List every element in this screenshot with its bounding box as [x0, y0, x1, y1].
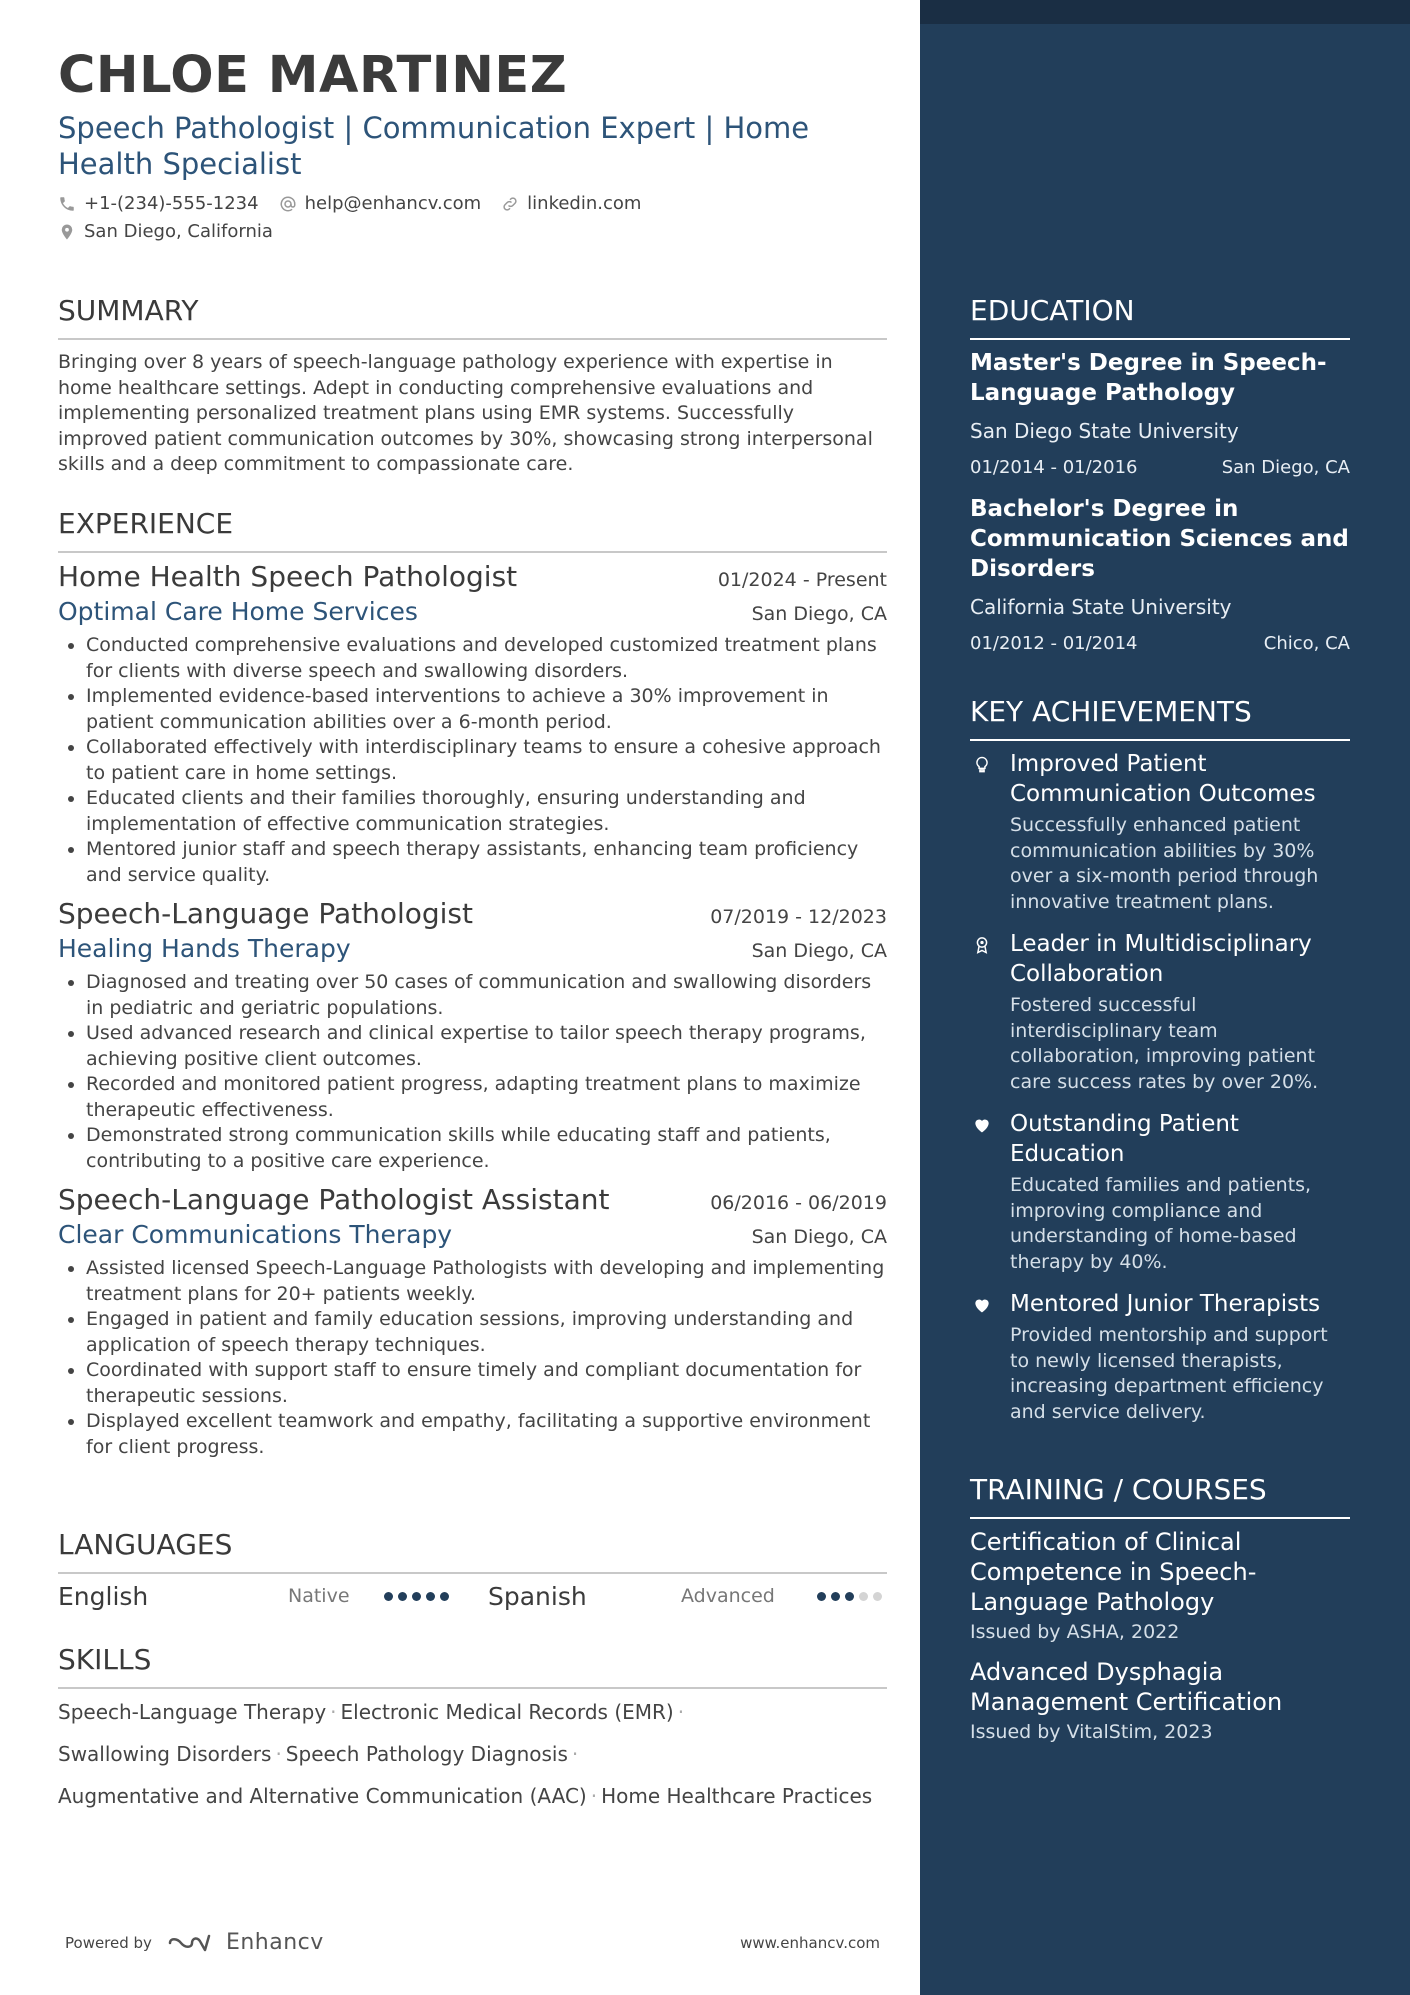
enhancv-logo-icon [166, 1931, 212, 1955]
language-rating [384, 1592, 449, 1601]
achievement-title: Mentored Junior Therapists [1010, 1291, 1321, 1317]
degree: Bachelor's Degree in Communication Sciences and Disorders [970, 496, 1349, 582]
rating-dot [817, 1592, 826, 1601]
rating-dot [831, 1592, 840, 1601]
bullet: • Used advanced research and clinical expertise to tailor speech therapy programs, achieving positive client outcomes. [86, 1021, 887, 1072]
edu-location: Chico, CA [1263, 633, 1350, 654]
skill-tag: Electronic Medical Records (EMR) [340, 1700, 674, 1724]
education-item [970, 494, 1350, 658]
job-bullets [58, 970, 887, 1174]
achievement-item [970, 749, 1350, 915]
experience-section [58, 507, 887, 1460]
job-bullets [58, 633, 887, 888]
job-location: San Diego, CA [751, 940, 887, 962]
job-company: Clear Communications Therapy [58, 1220, 453, 1249]
sidebar-top-bar [920, 0, 1410, 24]
bullet: • Assisted licensed Speech-Language Pathologists with developing and implementing treatment plans for 20+ patients weekly. [86, 1256, 887, 1307]
school: California State University [970, 595, 1232, 619]
language-name: English [58, 1581, 149, 1611]
lightbulb-icon [972, 755, 992, 775]
heart-icon [972, 1295, 992, 1315]
language-item [58, 1582, 488, 1611]
phone-icon [58, 195, 76, 213]
heart-icon [972, 1115, 992, 1135]
languages-section [58, 1528, 887, 1616]
achievements-section [970, 695, 1350, 1425]
course-title: Advanced Dysphagia Management Certification [970, 1658, 1283, 1716]
skill-tag: Speech-Language Therapy [58, 1700, 327, 1724]
achievement-desc: Fostered successful interdisciplinary team collaboration, improving patient care success rates by over 20%. [1010, 994, 1319, 1093]
rating-dot [859, 1592, 868, 1601]
bullet: • Displayed excellent teamwork and empathy, facilitating a supportive environment for client progress. [86, 1409, 887, 1460]
course-item [970, 1657, 1350, 1747]
achievement-desc: Educated families and patients, improving compliance and understanding of home-based therapy by 40%. [1010, 1174, 1312, 1273]
job-bullets [58, 1256, 887, 1460]
job-title: Speech-Language Pathologist Assistant [58, 1183, 610, 1216]
rating-dot [412, 1592, 421, 1601]
bullet: • Implemented evidence-based interventions to achieve a 30% improvement in patient communication abilities over a 6-month period. [86, 684, 887, 735]
achievement-title: Leader in Multidisciplinary Collaboration [1010, 931, 1312, 987]
rating-dot [845, 1592, 854, 1601]
link-icon [501, 195, 519, 213]
course-item [970, 1527, 1350, 1647]
course-issuer: Issued by ASHA, 2022 [970, 1621, 1180, 1643]
edu-dates: 01/2012 - 01/2014 [970, 633, 1138, 654]
education-section [970, 294, 1350, 658]
degree: Master's Degree in Speech-Language Pathology [970, 350, 1327, 406]
education-item [970, 348, 1350, 482]
achievement-title: Improved Patient Communication Outcomes [1010, 751, 1316, 807]
course-title: Certification of Clinical Competence in Speech-Language Pathology [970, 1528, 1257, 1616]
achievement-item [970, 1109, 1350, 1275]
training-section [970, 1473, 1350, 1747]
location [58, 218, 887, 246]
job-dates: 01/2024 - Present [717, 569, 887, 591]
bullet: • Collaborated effectively with interdisciplinary teams to ensure a cohesive approach to patient care in home settings. [86, 735, 887, 786]
language-level: Native [288, 1585, 350, 1607]
achievement-desc: Successfully enhanced patient communication abilities by 30% over a six-month period through innovative treatment plans. [1010, 814, 1319, 913]
education-heading: EDUCATION [970, 294, 1350, 340]
rating-dot [384, 1592, 393, 1601]
award-icon [972, 935, 992, 955]
skill-tag: Augmentative and Alternative Communication (AAC) [58, 1784, 587, 1808]
skills-heading: SKILLS [58, 1643, 887, 1689]
job-title: Home Health Speech Pathologist [58, 560, 518, 593]
bullet: • Demonstrated strong communication skills while educating staff and patients, contributing to a positive care experience. [86, 1123, 887, 1174]
language-name: Spanish [488, 1581, 587, 1611]
job-entry [58, 1182, 887, 1460]
job-location: San Diego, CA [751, 603, 887, 625]
bullet: • Diagnosed and treating over 50 cases of communication and swallowing disorders in pediatric and geriatric populations. [86, 970, 887, 1021]
languages-heading: LANGUAGES [58, 1528, 887, 1574]
bullet: • Mentored junior staff and speech therapy assistants, enhancing team proficiency and service quality. [86, 837, 887, 888]
experience-heading: EXPERIENCE [58, 507, 887, 553]
rating-dot [398, 1592, 407, 1601]
location-pin-icon [58, 223, 76, 241]
training-heading: TRAINING / COURSES [970, 1473, 1350, 1519]
candidate-title: Speech Pathologist | Communication Expert | Home Health Specialist [58, 111, 810, 181]
skill-tag: Swallowing Disorders [58, 1742, 272, 1766]
job-dates: 06/2016 - 06/2019 [710, 1192, 887, 1214]
rating-dot [440, 1592, 449, 1601]
header [58, 46, 887, 246]
brand-name: Enhancv [225, 1930, 324, 1955]
job-company: Optimal Care Home Services [58, 597, 418, 626]
edu-dates: 01/2014 - 01/2016 [970, 457, 1138, 478]
phone[interactable] [58, 190, 259, 218]
phone-text: +1-(234)-555-1234 [84, 193, 259, 214]
course-issuer: Issued by VitalStim, 2023 [970, 1721, 1213, 1743]
powered-by-label: Powered by [65, 1933, 152, 1952]
summary-heading: SUMMARY [58, 294, 887, 340]
rating-dot [873, 1592, 882, 1601]
job-dates: 07/2019 - 12/2023 [710, 906, 887, 928]
skill-tag: Home Healthcare Practices [601, 1784, 873, 1808]
linkedin-text: linkedin.com [527, 193, 642, 214]
job-entry [58, 559, 887, 888]
achievement-desc: Provided mentorship and support to newly licensed therapists, increasing department efficiency and service delivery. [1010, 1324, 1328, 1423]
skill-tag: Speech Pathology Diagnosis [285, 1742, 568, 1766]
job-title: Speech-Language Pathologist [58, 897, 473, 930]
achievement-item [970, 1289, 1350, 1425]
bullet: • Recorded and monitored patient progress, adapting treatment plans to maximize therapeutic effectiveness. [86, 1072, 887, 1123]
school: San Diego State University [970, 419, 1239, 443]
achievement-item [970, 929, 1350, 1095]
footer-url[interactable]: www.enhancv.com [740, 1933, 880, 1952]
language-rating [817, 1592, 882, 1601]
job-entry [58, 896, 887, 1174]
achievement-title: Outstanding Patient Education [1010, 1111, 1239, 1167]
email-text: help@enhancv.com [304, 193, 482, 214]
at-icon [279, 195, 297, 213]
bullet: • Educated clients and their families thoroughly, ensuring understanding and implementation of effective communication strategies. [86, 786, 887, 837]
language-level: Advanced [681, 1585, 775, 1607]
location-text: San Diego, California [84, 221, 273, 242]
language-item [488, 1582, 887, 1611]
summary-text: Bringing over 8 years of speech-language pathology experience with expertise in home healthcare settings. Adept in conducting comprehensive evaluations and implementing personalized treatment plans using EMR systems. Successfully improved patient communication outcomes by 30%, showcasing strong interpersonal skills and a deep commitment to compassionate care. [58, 351, 873, 475]
contact-info [58, 190, 887, 218]
footer [65, 1930, 880, 1955]
bullet: • Conducted comprehensive evaluations and developed customized treatment plans for clients with diverse speech and swallowing disorders. [86, 633, 887, 684]
bullet: • Coordinated with support staff to ensure timely and compliant documentation for therapeutic sessions. [86, 1358, 887, 1409]
sidebar [920, 0, 1410, 1995]
rating-dot [426, 1592, 435, 1601]
email[interactable] [279, 190, 482, 218]
job-company: Healing Hands Therapy [58, 934, 351, 963]
skills-section: SKILLS Speech-Language Therapy · Electronic Medical Records (EMR) · Swallowing Disorders · Speech Pathology Diagnosis · Augmentative and Alternative Communication (AAC) · Home Healthcare Practices [58, 1643, 887, 1817]
linkedin[interactable] [501, 190, 641, 218]
achievements-heading: KEY ACHIEVEMENTS [970, 695, 1350, 741]
bullet: • Engaged in patient and family education sessions, improving understanding and application of speech therapy techniques. [86, 1307, 887, 1358]
candidate-name: CHLOE MARTINEZ [58, 46, 568, 105]
edu-location: San Diego, CA [1221, 457, 1350, 478]
summary-section [58, 294, 887, 478]
job-location: San Diego, CA [751, 1226, 887, 1248]
